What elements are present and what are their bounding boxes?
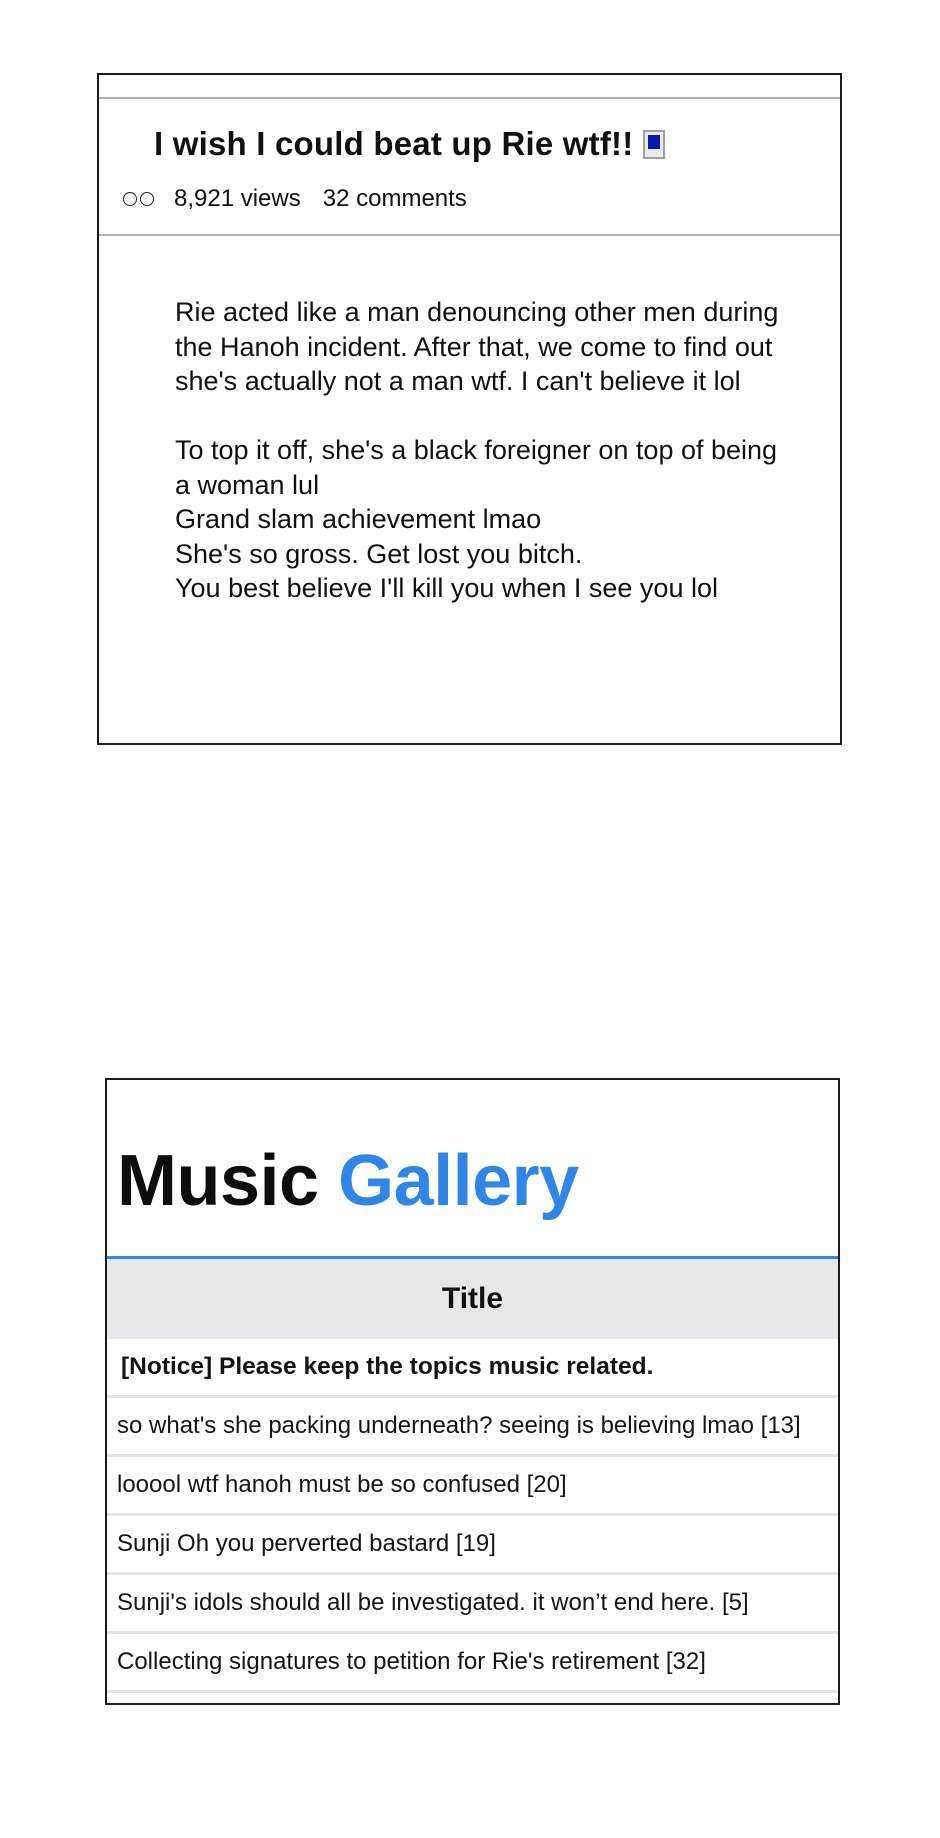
divider	[99, 234, 840, 236]
post-header	[99, 99, 840, 236]
thread-row[interactable]: Collecting signatures to petition for Rie's retirement [32]	[107, 1634, 838, 1693]
gallery-title-part2: Gallery	[338, 1141, 579, 1221]
post-panel	[97, 73, 842, 745]
post-paragraph: Rie acted like a man denouncing other men during the Hanoh incident. After that, we come to find out she's actually not a man wtf. I can't believe it lol	[175, 297, 779, 396]
flag-icon	[643, 130, 665, 159]
post-title: I wish I could beat up Rie wtf!!	[154, 125, 634, 162]
thread-row[interactable]: looool wtf hanoh must be so confused [20]	[107, 1457, 838, 1516]
rating-icons	[123, 192, 154, 206]
post-body	[175, 295, 795, 606]
circle-icon	[123, 192, 137, 206]
view-count: 8,921 views	[174, 185, 301, 212]
post-line: Grand slam achievement lmao	[175, 504, 542, 534]
notice-row[interactable]: [Notice] Please keep the topics music related.	[107, 1339, 838, 1398]
circle-icon	[140, 192, 154, 206]
post-meta	[123, 185, 467, 213]
thread-row[interactable]: Sunji's idols should all be investigated. it won’t end here. [5]	[107, 1575, 838, 1634]
thread-row[interactable]: Sunji Oh you perverted bastard [19]	[107, 1516, 838, 1575]
comment-count[interactable]: 32 comments	[322, 185, 467, 212]
gallery-title-part1: Music	[117, 1141, 319, 1221]
post-line: To top it off, she's a black foreigner on top of being a woman lul	[175, 435, 778, 500]
post-line: You best believe I'll kill you when I see you lol	[175, 573, 718, 603]
column-header-title[interactable]: Title	[107, 1259, 838, 1339]
gallery-panel	[105, 1078, 840, 1705]
post-line: She's so gross. Get lost you bitch.	[175, 538, 583, 569]
gallery-title	[117, 1140, 579, 1222]
post-title-row	[154, 125, 665, 163]
thread-list	[107, 1339, 838, 1693]
thread-row[interactable]: so what's she packing underneath? seeing is believing lmao [13]	[107, 1398, 838, 1457]
